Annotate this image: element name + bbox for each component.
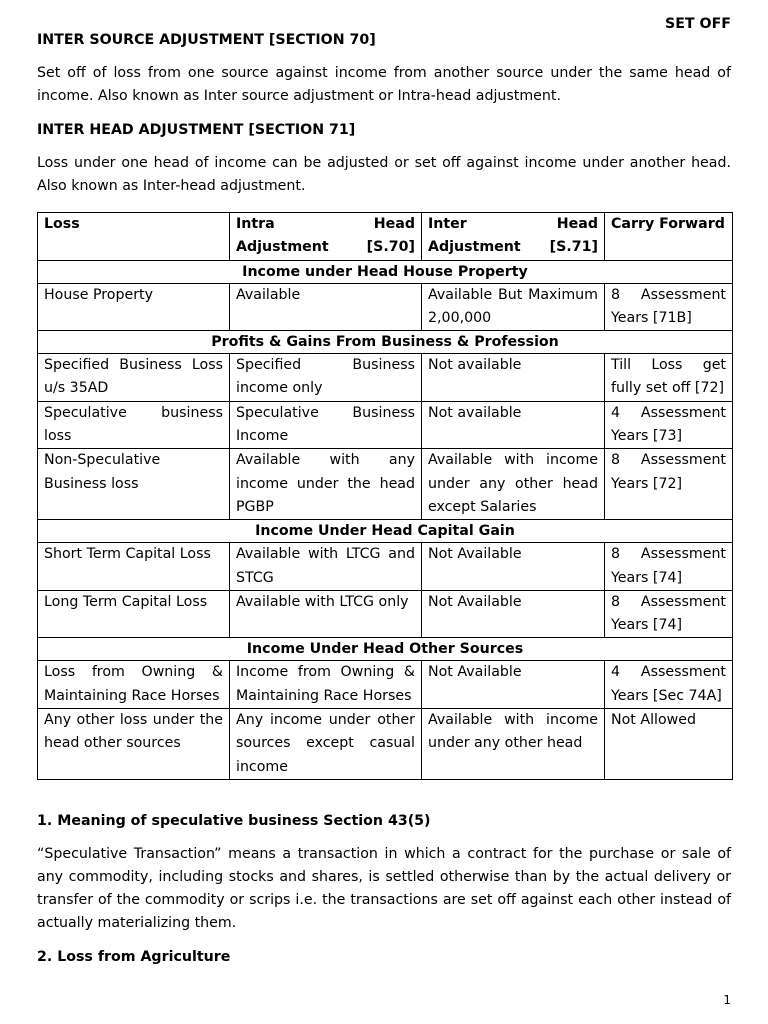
table-header-row	[38, 213, 733, 261]
table-row	[38, 590, 733, 638]
cell-carry: 8 Assessment Years [72]	[605, 449, 733, 520]
table-row	[38, 354, 733, 402]
header-intra-head: Intra Head Adjustment [S.70]	[230, 213, 422, 261]
section-row-capital-gain	[38, 520, 733, 543]
page-content	[37, 30, 731, 967]
header-inter-head: Inter Head Adjustment [S.71]	[422, 213, 605, 261]
item-1-text: “Speculative Transaction” means a transaction in which a contract for the purchase or sale of any commodity, including stocks and shares, is settled otherwise than by the actual delivery or transfer of the commodity or scrips i.e. the transactions are set off against each other instead of actually materializing them.	[37, 845, 731, 931]
table-row	[38, 449, 733, 520]
header-carry-forward: Carry Forward	[605, 213, 733, 261]
cell-inter: Not Available	[422, 543, 605, 591]
section-70-heading: INTER SOURCE ADJUSTMENT [SECTION 70]	[37, 32, 376, 48]
cell-loss: Specified Business Loss u/s 35AD	[38, 354, 230, 402]
cell-loss: Long Term Capital Loss	[38, 590, 230, 638]
table-row	[38, 661, 733, 709]
cell-intra: Any income under other sources except casual income	[230, 709, 422, 780]
cell-intra: Available with LTCG and STCG	[230, 543, 422, 591]
table-row	[38, 543, 733, 591]
cell-inter: Available But Maximum 2,00,000	[422, 283, 605, 331]
table-row	[38, 401, 733, 449]
cell-carry: 4 Assessment Years [73]	[605, 401, 733, 449]
cell-carry: Not Allowed	[605, 709, 733, 780]
section-row-business	[38, 331, 733, 354]
item-2-heading: 2. Loss from Agriculture	[37, 948, 231, 965]
header-loss: Loss	[38, 213, 230, 261]
cell-carry: Till Loss get fully set off [72]	[605, 354, 733, 402]
cell-loss: Short Term Capital Loss	[38, 543, 230, 591]
section-71-heading: INTER HEAD ADJUSTMENT [SECTION 71]	[37, 122, 356, 138]
cell-inter: Available with income under any other head except Salaries	[422, 449, 605, 520]
cell-loss: Speculative business loss	[38, 401, 230, 449]
cell-inter: Available with income under any other head	[422, 709, 605, 780]
cell-inter: Not Available	[422, 590, 605, 638]
page-number: 1	[723, 993, 731, 1007]
cell-intra: Specified Business income only	[230, 354, 422, 402]
cell-intra: Available with any income under the head PGBP	[230, 449, 422, 520]
cell-carry: 8 Assessment Years [74]	[605, 590, 733, 638]
cell-intra: Available with LTCG only	[230, 590, 422, 638]
set-off-table	[37, 212, 733, 780]
running-header: SET OFF	[665, 16, 731, 32]
cell-carry: 8 Assessment Years [74]	[605, 543, 733, 591]
cell-inter: Not available	[422, 354, 605, 402]
section-title: Income under Head House Property	[38, 260, 733, 283]
cell-intra: Available	[230, 283, 422, 331]
section-71-text: Loss under one head of income can be adjusted or set off against income under another head. Also known as Inter-head adjustment.	[37, 155, 731, 194]
section-title: Income Under Head Capital Gain	[38, 520, 733, 543]
cell-intra: Income from Owning & Maintaining Race Horses	[230, 661, 422, 709]
section-row-other-sources	[38, 638, 733, 661]
cell-loss: Non-Speculative Business loss	[38, 449, 230, 520]
section-70-text: Set off of loss from one source against income from another source under the same head of income. Also known as Inter source adjustment or Intra-head adjustment.	[37, 65, 731, 104]
cell-loss: House Property	[38, 283, 230, 331]
cell-carry: 4 Assessment Years [Sec 74A]	[605, 661, 733, 709]
item-1-heading: 1. Meaning of speculative business Section 43(5)	[37, 812, 431, 829]
cell-inter: Not Available	[422, 661, 605, 709]
table-row	[38, 283, 733, 331]
section-row-house-property	[38, 260, 733, 283]
section-title: Income Under Head Other Sources	[38, 638, 733, 661]
cell-intra: Speculative Business Income	[230, 401, 422, 449]
cell-loss: Any other loss under the head other sources	[38, 709, 230, 780]
section-title: Profits & Gains From Business & Profession	[38, 331, 733, 354]
table-row	[38, 709, 733, 780]
cell-loss: Loss from Owning & Maintaining Race Horses	[38, 661, 230, 709]
cell-carry: 8 Assessment Years [71B]	[605, 283, 733, 331]
cell-inter: Not available	[422, 401, 605, 449]
